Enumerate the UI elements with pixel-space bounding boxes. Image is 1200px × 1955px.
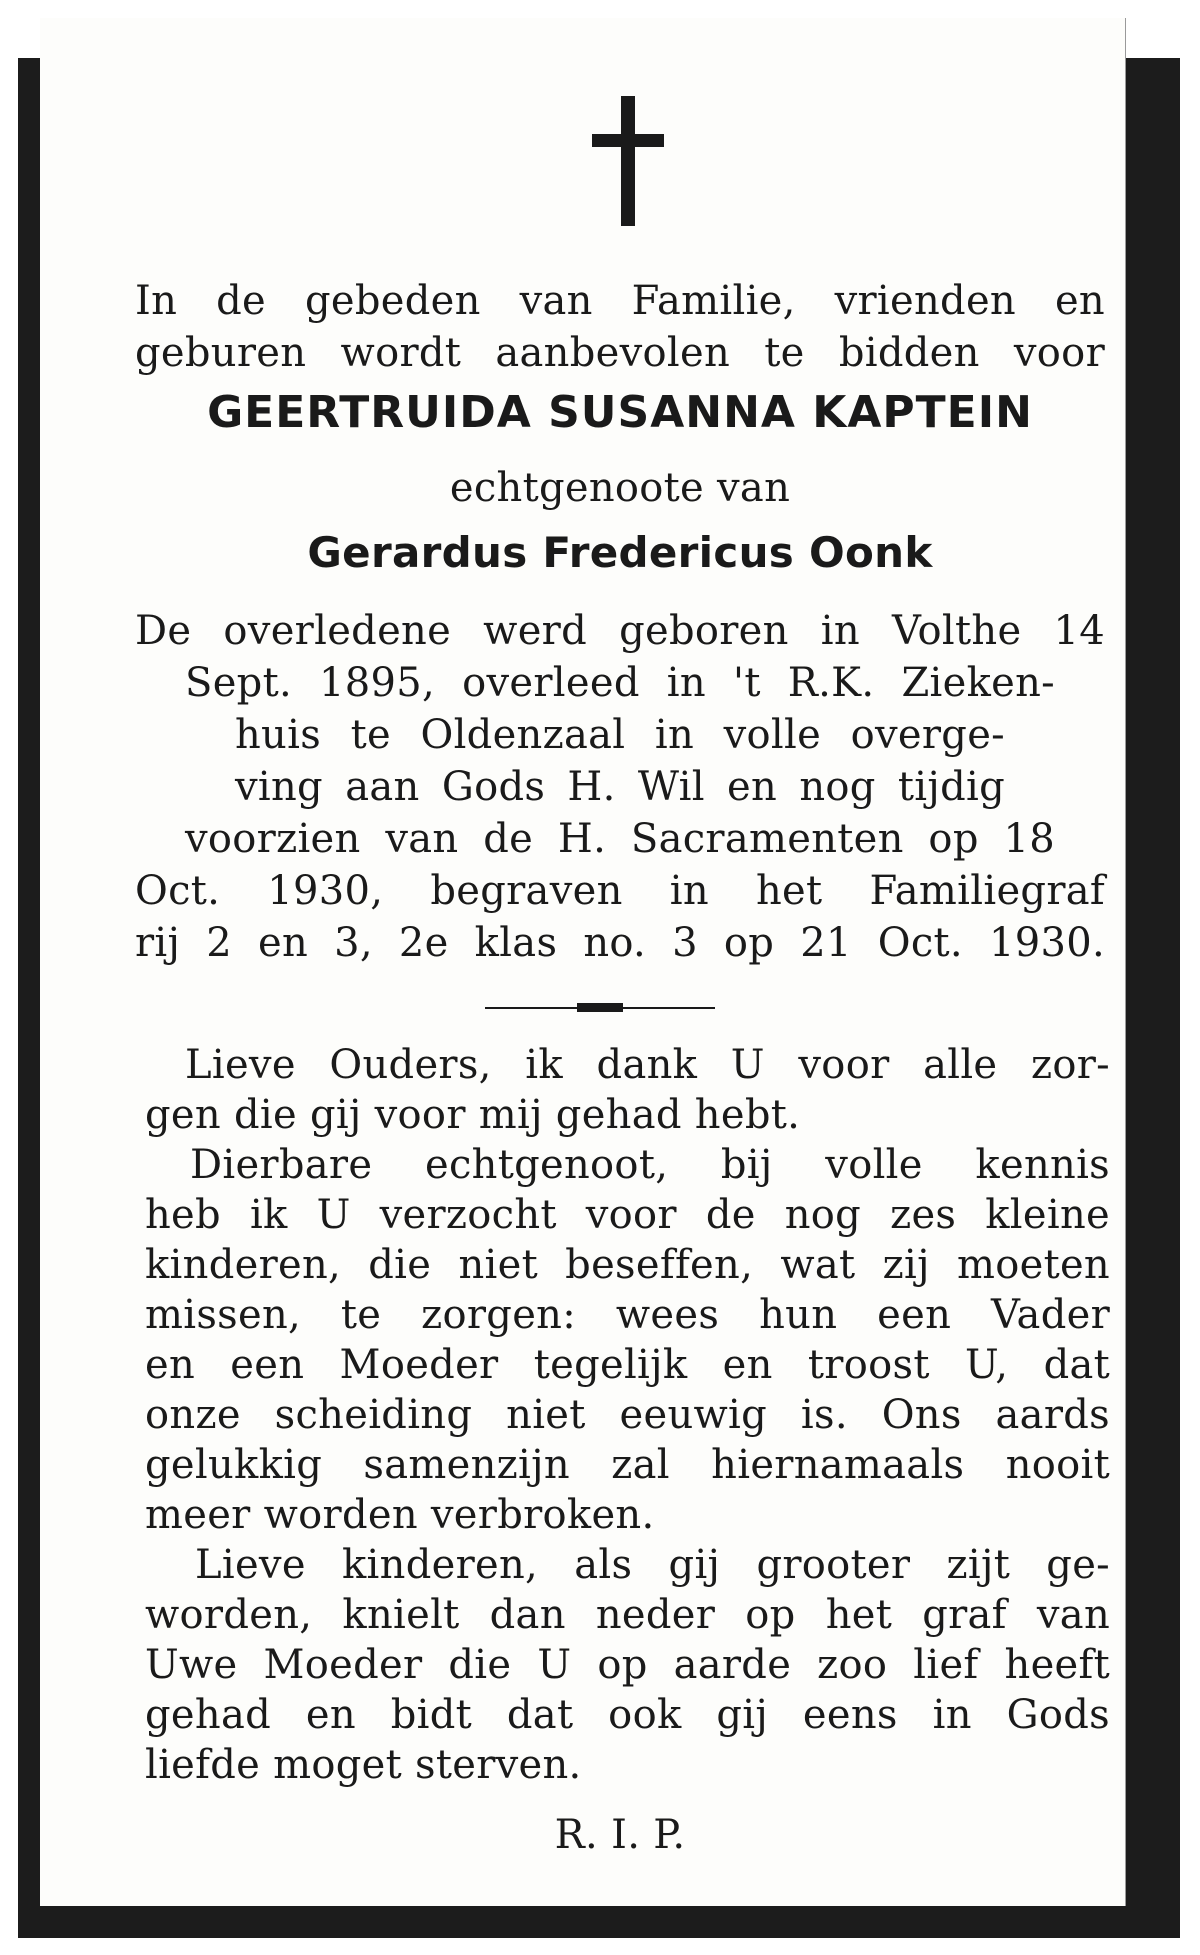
- bio-line: De overledene werd geboren in Volthe 14: [135, 608, 1105, 654]
- message-line: gen die gij voor mij gehad hebt.: [145, 1092, 801, 1138]
- spouse-name: Gerardus Fredericus Oonk: [307, 528, 933, 577]
- bio-line: voorzien van de H. Sacramenten op 18: [185, 816, 1055, 862]
- divider-rule: [485, 1002, 715, 1014]
- message-line: gelukkig samenzijn zal hiernamaals nooit: [145, 1442, 1110, 1488]
- message-line: worden, knielt dan neder op het graf van: [145, 1592, 1110, 1638]
- bio-line: Sept. 1895, overleed in 't R.K. Zieken-: [185, 660, 1055, 706]
- bio-line: ving aan Gods H. Wil en nog tijdig: [235, 764, 1005, 810]
- message-line: onze scheiding niet eeuwig is. Ons aards: [145, 1392, 1110, 1438]
- message-line: Lieve Ouders, ik dank U voor alle zor-: [185, 1042, 1110, 1088]
- cross-icon: [592, 96, 664, 226]
- bio-line: Oct. 1930, begraven in het Familiegraf: [135, 868, 1105, 914]
- closing-rip: R. I. P.: [554, 1812, 686, 1858]
- message-line: missen, te zorgen: wees hun een Vader: [145, 1292, 1110, 1338]
- message-line: heb ik U verzocht voor de nog zes kleine: [145, 1192, 1110, 1238]
- memorial-card: [40, 18, 1126, 1906]
- message-line: Lieve kinderen, als gij grooter zijt ge-: [195, 1542, 1110, 1588]
- message-line: gehad en bidt dat ook gij eens in Gods: [145, 1692, 1110, 1738]
- spouse-label: echtgenoote van: [449, 465, 791, 511]
- message-line: en een Moeder tegelijk en troost U, dat: [145, 1342, 1110, 1388]
- message-line: kinderen, die niet beseffen, wat zij moeten: [145, 1242, 1110, 1288]
- bio-line: huis te Oldenzaal in volle overge-: [235, 712, 1005, 758]
- intro-line-1: In de gebeden van Familie, vrienden en: [135, 278, 1105, 324]
- intro-line-2: geburen wordt aanbevolen te bidden voor: [135, 330, 1105, 376]
- message-line: Uwe Moeder die U op aarde zoo lief heeft: [145, 1642, 1110, 1688]
- message-line: liefde moget sterven.: [145, 1742, 582, 1788]
- message-line: meer worden verbroken.: [145, 1492, 655, 1538]
- message-line: Dierbare echtgenoot, bij volle kennis: [190, 1142, 1110, 1188]
- bio-line: rij 2 en 3, 2e klas no. 3 op 21 Oct. 1930.: [135, 920, 1105, 966]
- deceased-name: GEERTRUIDA SUSANNA KAPTEIN: [207, 387, 1033, 438]
